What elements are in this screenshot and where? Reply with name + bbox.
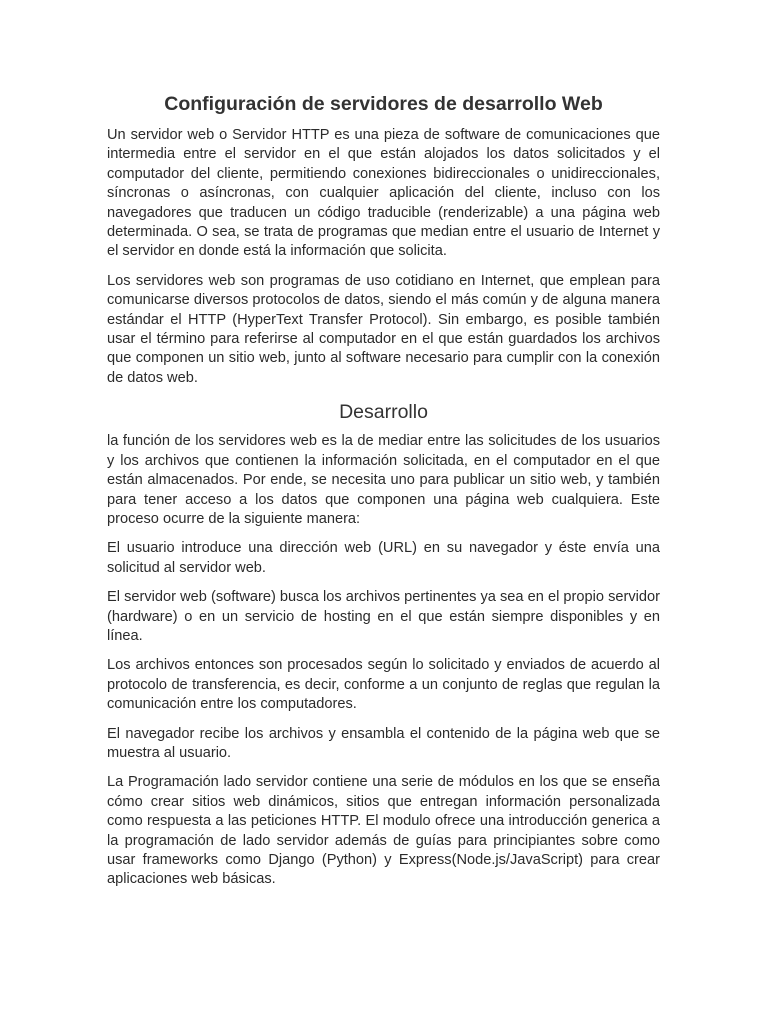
section-paragraph: El navegador recibe los archivos y ensambla el contenido de la página web que se muestra al usuario. [107, 725, 660, 761]
section-paragraph: El servidor web (software) busca los archivos pertinentes ya sea en el propio servidor (hardware) o en un servicio de hosting en el que están siempre disponibles y en línea. [107, 589, 660, 644]
document-page [107, 90, 660, 900]
section-paragraph: la función de los servidores web es la de mediar entre las solicitudes de los usuarios y los archivos que contienen la información solicitada, en el computador en el que están almacenados. Por ende, se necesita uno para publicar un sitio web, y también para tener acceso a los datos que componen una página web cualquiera. Este proceso ocurre de la siguiente manera: [107, 433, 660, 527]
section-paragraph: La Programación lado servidor contiene una serie de módulos en los que se enseña cómo crear sitios web dinámicos, sitios que entregan información personalizada como respuesta a las peticiones HTTP. El modulo ofrece una introducción generica a la programación de lado servidor además de guías para principiantes sobre como usar frameworks como Django (Python) y Express(Node.js/JavaScript) para crear aplicaciones web básicas. [107, 774, 660, 888]
section-paragraph: Los archivos entonces son procesados según lo solicitado y enviados de acuerdo al protocolo de transferencia, es decir, conforme a un conjunto de reglas que regulan la comunicación entre los computadores. [107, 657, 660, 713]
intro-paragraph: Los servidores web son programas de uso cotidiano en Internet, que emplean para comunicarse diversos protocolos de datos, siendo el más común y de alguna manera estándar el HTTP (HyperText Transfer Protocol). Sin embargo, es posible también usar el término para referirse al computador en el que están guardados los archivos que componen un sitio web, junto al software necesario para cumplir con la conexión de datos web. [107, 272, 660, 386]
intro-paragraph: Un servidor web o Servidor HTTP es una pieza de software de comunicaciones que intermedia entre el servidor en el que están alojados los datos solicitados y el computador del cliente, permitiendo conexiones bidireccionales o unidireccionales, síncronas o asíncronas, con cualquier aplicación del cliente, incluso con los navegadores que traducen un código traducible (renderizable) a una página web determinada. O sea, se trata de programas que median entre el usuario de Internet y el servidor en donde está la información que solicita. [107, 127, 660, 260]
section-paragraph: El usuario introduce una dirección web (URL) en su navegador y éste envía una solicitud al servidor web. [107, 540, 660, 576]
section-heading: Desarrollo [339, 401, 428, 424]
document-title: Configuración de servidores de desarrollo Web [164, 93, 603, 115]
